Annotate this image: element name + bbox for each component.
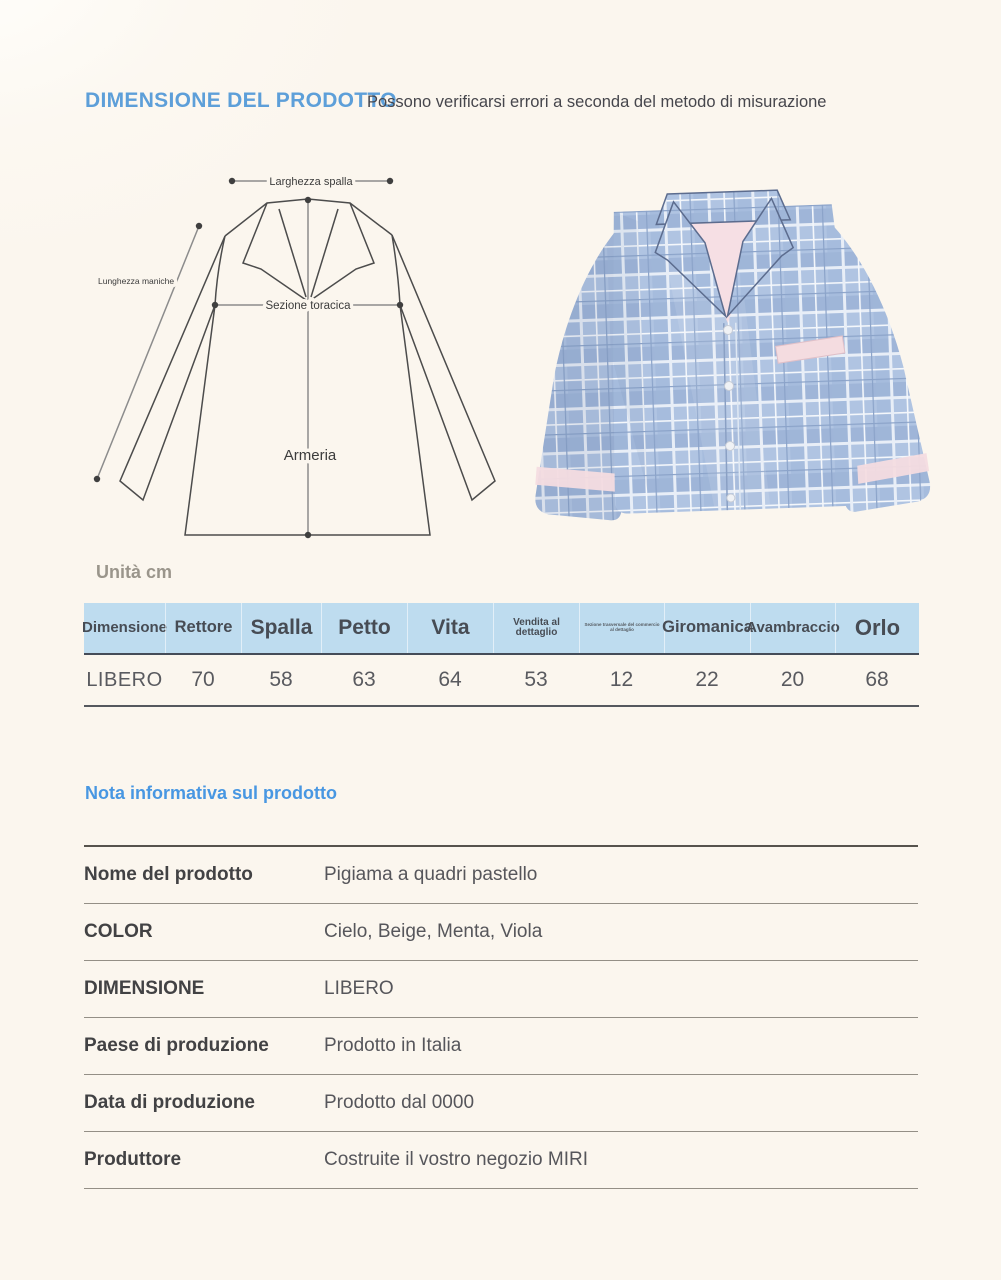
col-vendita: Vendita al dettaglio bbox=[493, 603, 579, 653]
info-value: LIBERO bbox=[324, 978, 394, 999]
size-value: LIBERO bbox=[86, 668, 163, 691]
info-value: Pigiama a quadri pastello bbox=[324, 864, 538, 885]
col-sezione: Sezione trasversale del commercio al dettaglio bbox=[579, 603, 664, 653]
page-subtitle: Possono verificarsi errori a seconda del metodo di misurazione bbox=[367, 93, 827, 111]
info-value: Costruite il vostro negozio MIRI bbox=[324, 1149, 588, 1170]
size-value: 68 bbox=[865, 668, 889, 691]
info-row-date bbox=[84, 1075, 918, 1132]
col-dimensione: Dimensione bbox=[81, 619, 168, 637]
measure-dots bbox=[94, 178, 403, 538]
size-table-row bbox=[84, 655, 919, 707]
label-chest-section: Sezione toracica bbox=[265, 300, 351, 312]
size-table-header bbox=[81, 603, 919, 655]
col-avambraccio: Avambraccio bbox=[750, 603, 835, 653]
info-row-color bbox=[84, 904, 918, 961]
size-value: 22 bbox=[695, 668, 719, 691]
info-label: Data di produzione bbox=[84, 1092, 255, 1113]
col-petto: Petto bbox=[321, 603, 407, 653]
size-value: 63 bbox=[352, 668, 376, 691]
label-shoulder-width: Larghezza spalla bbox=[269, 176, 353, 188]
label-body-length: Armeria bbox=[283, 447, 337, 464]
size-value: 64 bbox=[438, 668, 462, 691]
size-value: 70 bbox=[191, 668, 215, 691]
info-value: Prodotto dal 0000 bbox=[324, 1092, 475, 1113]
info-row-manufacturer bbox=[84, 1132, 918, 1189]
info-label: Nome del prodotto bbox=[84, 864, 253, 885]
col-spalla: Spalla bbox=[241, 603, 321, 653]
info-value: Cielo, Beige, Menta, Viola bbox=[324, 921, 543, 942]
size-value: 58 bbox=[269, 668, 293, 691]
units-label: Unità cm bbox=[96, 562, 173, 582]
info-value: Prodotto in Italia bbox=[324, 1035, 462, 1056]
product-info-table bbox=[84, 845, 918, 1189]
info-label: DIMENSIONE bbox=[84, 978, 205, 999]
size-value: 53 bbox=[524, 668, 548, 691]
info-row-country bbox=[84, 1018, 918, 1075]
label-sleeve-length: Lunghezza maniche bbox=[98, 276, 175, 286]
col-rettore: Rettore bbox=[165, 603, 241, 653]
info-label: Produttore bbox=[84, 1149, 182, 1170]
info-label: Paese di produzione bbox=[84, 1035, 269, 1056]
size-value: 12 bbox=[609, 668, 634, 691]
info-row-product-name bbox=[84, 847, 918, 904]
col-vita: Vita bbox=[407, 603, 493, 653]
info-section-heading: Nota informativa sul prodotto bbox=[85, 783, 337, 803]
size-table bbox=[81, 603, 919, 707]
measure-lines bbox=[97, 181, 400, 535]
info-row-size bbox=[84, 961, 918, 1018]
info-label: COLOR bbox=[84, 921, 153, 942]
product-photo bbox=[513, 158, 943, 563]
size-value: 20 bbox=[780, 668, 805, 691]
page-title: DIMENSIONE DEL PRODOTTO bbox=[85, 89, 397, 112]
measurement-diagram bbox=[85, 163, 510, 563]
col-giromanica: Giromanica bbox=[664, 603, 750, 653]
col-orlo: Orlo bbox=[835, 603, 919, 653]
